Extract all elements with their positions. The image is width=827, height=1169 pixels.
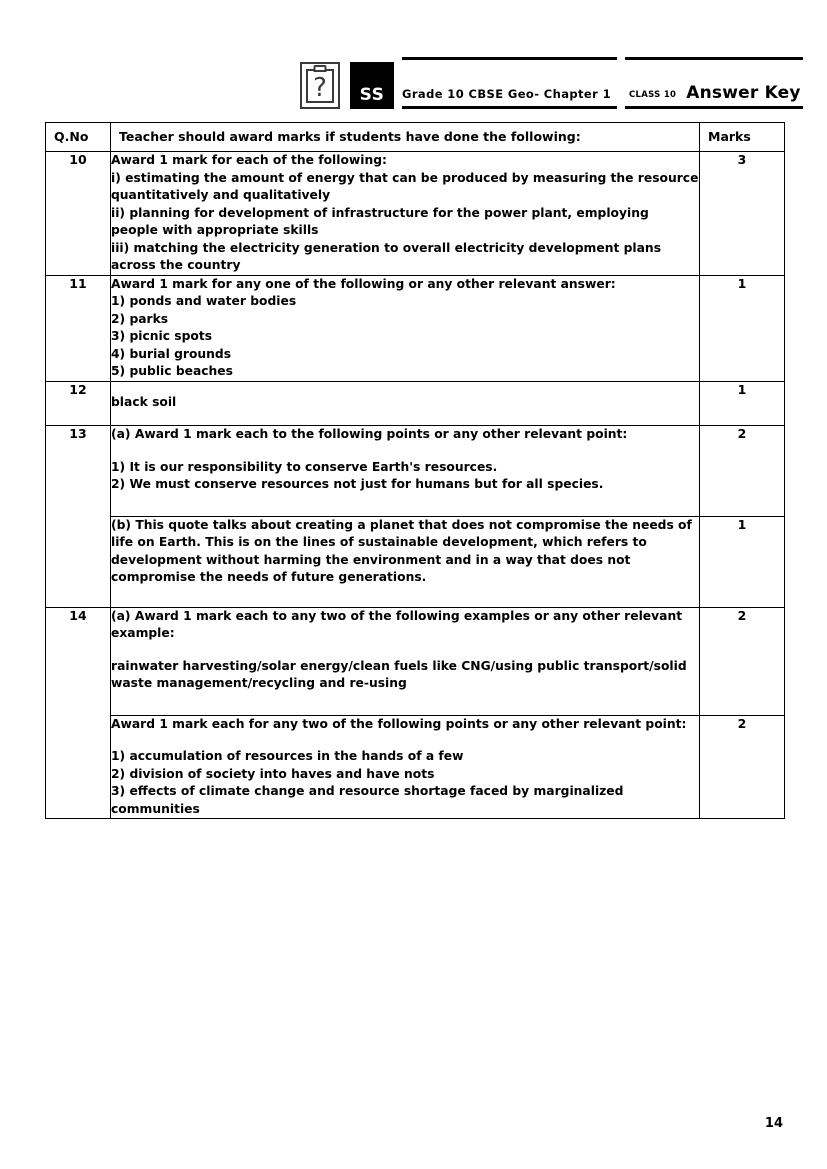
table-row [46, 152, 785, 276]
cell-marks: 1 [700, 516, 785, 607]
cell-qno: 13 [46, 426, 111, 608]
answer-line: 1) ponds and water bodies [111, 294, 297, 308]
table-row [46, 426, 785, 517]
answer-line: (b) This quote talks about creating a planet that does not compromise the needs of life on Earth. This is on the lines of sustainable development, which refers to development without harming the environment and in a way that does not compromise the needs of future generations. [111, 517, 692, 584]
cell-qno: 11 [46, 275, 111, 381]
answer-line: rainwater harvesting/solar energy/clean fuels like CNG/using public transport/solid waste management/recycling and re-using [111, 658, 687, 690]
page-number: 14 [764, 1116, 783, 1131]
answer-line: 1) It is our responsibility to conserve Earth's resources. [111, 459, 498, 474]
column-header-description: Teacher should award marks if students have done the following: [111, 123, 700, 152]
table-row [46, 607, 785, 715]
cell-description [111, 152, 700, 276]
answer-line: Award 1 mark each for any two of the following points or any other relevant point: [111, 716, 687, 731]
answer-line: 1) accumulation of resources in the hands of a few [111, 749, 464, 763]
document-header [300, 47, 801, 109]
answer-key-table [45, 122, 785, 819]
answer-line: 2) division of society into haves and have nots [111, 766, 435, 781]
course-header-block [402, 57, 617, 109]
answer-line: 3) effects of climate change and resource shortage faced by marginalized communities [111, 784, 624, 816]
clipboard-clip-icon [314, 65, 327, 72]
cell-marks: 2 [700, 426, 785, 517]
column-header-qno: Q.No [46, 123, 111, 152]
cell-description [111, 516, 700, 607]
answer-line: 3) picnic spots [111, 329, 213, 343]
cell-qno: 12 [46, 381, 111, 426]
subject-badge-label: SS [359, 85, 385, 105]
answer-line: Award 1 mark for each of the following: [111, 153, 387, 167]
table-row [46, 381, 785, 426]
cell-description [111, 715, 700, 819]
subject-badge [350, 62, 394, 109]
course-title: Grade 10 CBSE Geo- Chapter 1 [402, 87, 611, 101]
cell-description [111, 607, 700, 715]
cell-marks: 3 [700, 152, 785, 276]
cell-marks: 1 [700, 381, 785, 426]
answer-line: 2) parks [111, 311, 169, 326]
page-title: Answer Key [686, 83, 801, 103]
answer-line: 2) We must conserve resources not just for humans but for all species. [111, 477, 604, 491]
table-row [46, 275, 785, 381]
cell-qno: 10 [46, 152, 111, 276]
cell-description [111, 381, 700, 426]
cell-marks: 1 [700, 275, 785, 381]
answer-line: 4) burial grounds [111, 346, 232, 361]
answer-line: i) estimating the amount of energy that can be produced by measuring the resource quantitatively and qualitatively [111, 170, 699, 202]
table-body [46, 152, 785, 819]
cell-marks: 2 [700, 715, 785, 819]
clipboard-question-icon [300, 62, 340, 109]
cell-description [111, 426, 700, 517]
answer-line: 5) public beaches [111, 364, 233, 378]
table-header-row [46, 123, 785, 152]
answer-line: (a) Award 1 mark each to any two of the following examples or any other relevant example: [111, 608, 683, 640]
answer-line: (a) Award 1 mark each to the following points or any other relevant point: [111, 427, 628, 441]
cell-marks: 2 [700, 607, 785, 715]
answer-line: ii) planning for development of infrastructure for the power plant, employing people with appropriate skills [111, 205, 649, 237]
cell-description [111, 275, 700, 381]
table-subrow [46, 516, 785, 607]
class-label: CLASS 10 [628, 90, 677, 100]
table-subrow [46, 715, 785, 819]
question-mark-glyph: ? [313, 73, 327, 103]
cell-qno: 14 [46, 607, 111, 819]
column-header-marks: Marks [700, 123, 785, 152]
title-header-block [625, 57, 803, 109]
answer-line: Award 1 mark for any one of the following or any other relevant answer: [111, 276, 616, 291]
answer-line: iii) matching the electricity generation to overall electricity development plans across the country [111, 240, 662, 272]
answer-line: black soil [111, 394, 177, 409]
